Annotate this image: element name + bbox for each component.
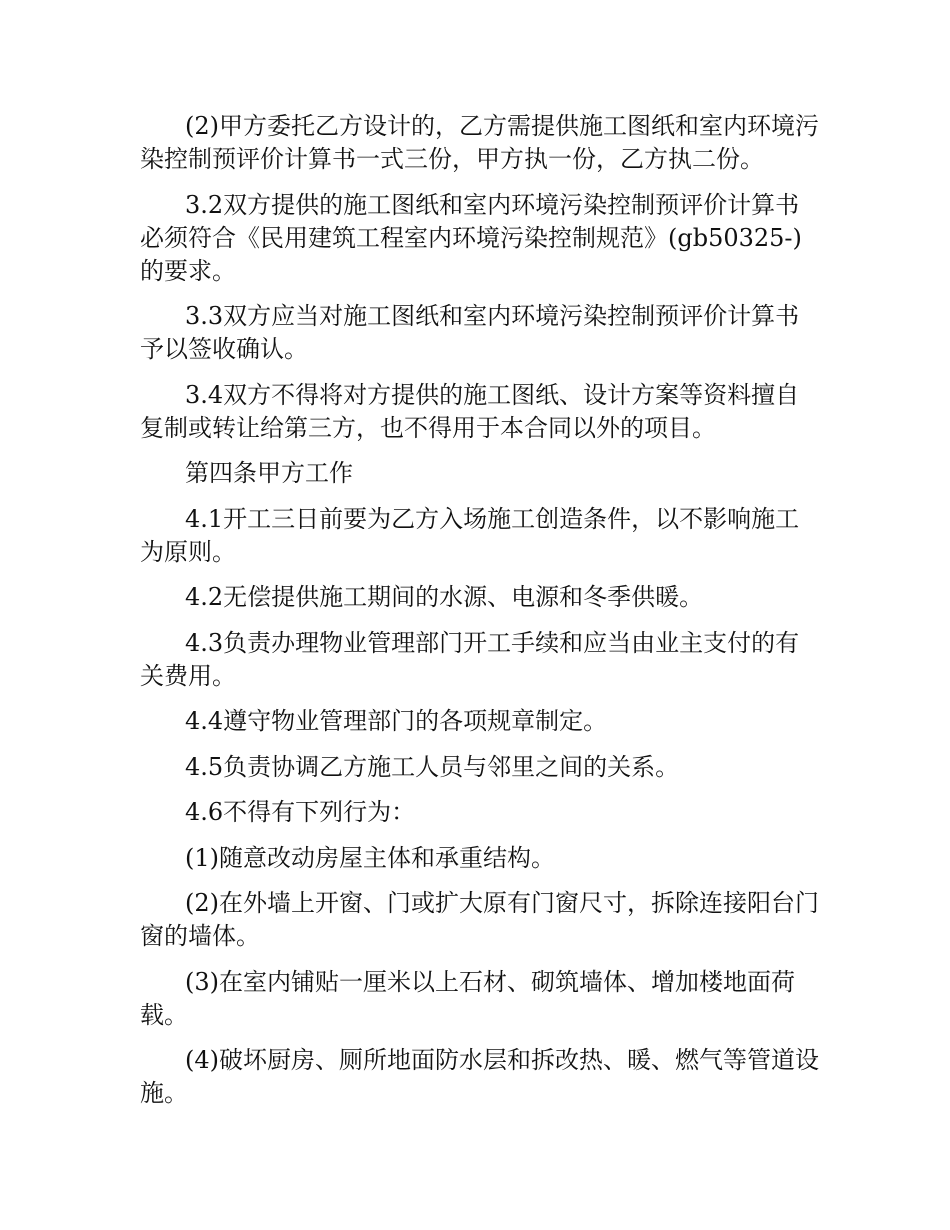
document-page bbox=[140, 110, 820, 1123]
list-item-2: (2)在外墙上开窗、门或扩大原有门窗尺寸，拆除连接阳台门窗的墙体。 bbox=[140, 889, 819, 950]
paragraph-4-1: 4.1开工三日前要为乙方入场施工创造条件，以不影响施工为原则。 bbox=[140, 504, 800, 566]
paragraph-4-6: 4.6不得有下列行为： bbox=[185, 798, 416, 826]
paragraph-4-4: 4.4遵守物业管理部门的各项规章制定。 bbox=[185, 707, 608, 735]
paragraph-3-2: 3.2双方提供的施工图纸和室内环境污染控制预评价计算书必须符合《民用建筑工程室内环境污染控制规范》(gb50325-)的要求。 bbox=[140, 190, 802, 285]
list-item-1: (1)随意改动房屋主体和承重结构。 bbox=[185, 843, 555, 872]
paragraph-3-3: 3.3双方应当对施工图纸和室内环境污染控制预评价计算书予以签收确认。 bbox=[140, 302, 800, 363]
list-item-4: (4)破坏厨房、厕所地面防水层和拆改热、暖、燃气等管道设施。 bbox=[140, 1046, 819, 1107]
section-heading-article-4: 第四条甲方工作 bbox=[185, 459, 353, 487]
list-item-3: (3)在室内铺贴一厘米以上石材、砌筑墙体、增加楼地面荷载。 bbox=[140, 967, 795, 1029]
paragraph-4-5: 4.5负责协调乙方施工人员与邻里之间的关系。 bbox=[185, 752, 680, 781]
paragraph-4-2: 4.2无偿提供施工期间的水源、电源和冬季供暖。 bbox=[185, 583, 704, 611]
paragraph-3-4: 3.4双方不得将对方提供的施工图纸、设计方案等资料擅自复制或转让给第三方，也不得用于本合同以外的项目。 bbox=[140, 380, 800, 442]
paragraph-design-drawings: (2)甲方委托乙方设计的，乙方需提供施工图纸和室内环境污染控制预评价计算书一式三份，甲方执一份，乙方执二份。 bbox=[140, 112, 819, 173]
paragraph-4-3: 4.3负责办理物业管理部门开工手续和应当由业主支付的有关费用。 bbox=[140, 628, 800, 690]
